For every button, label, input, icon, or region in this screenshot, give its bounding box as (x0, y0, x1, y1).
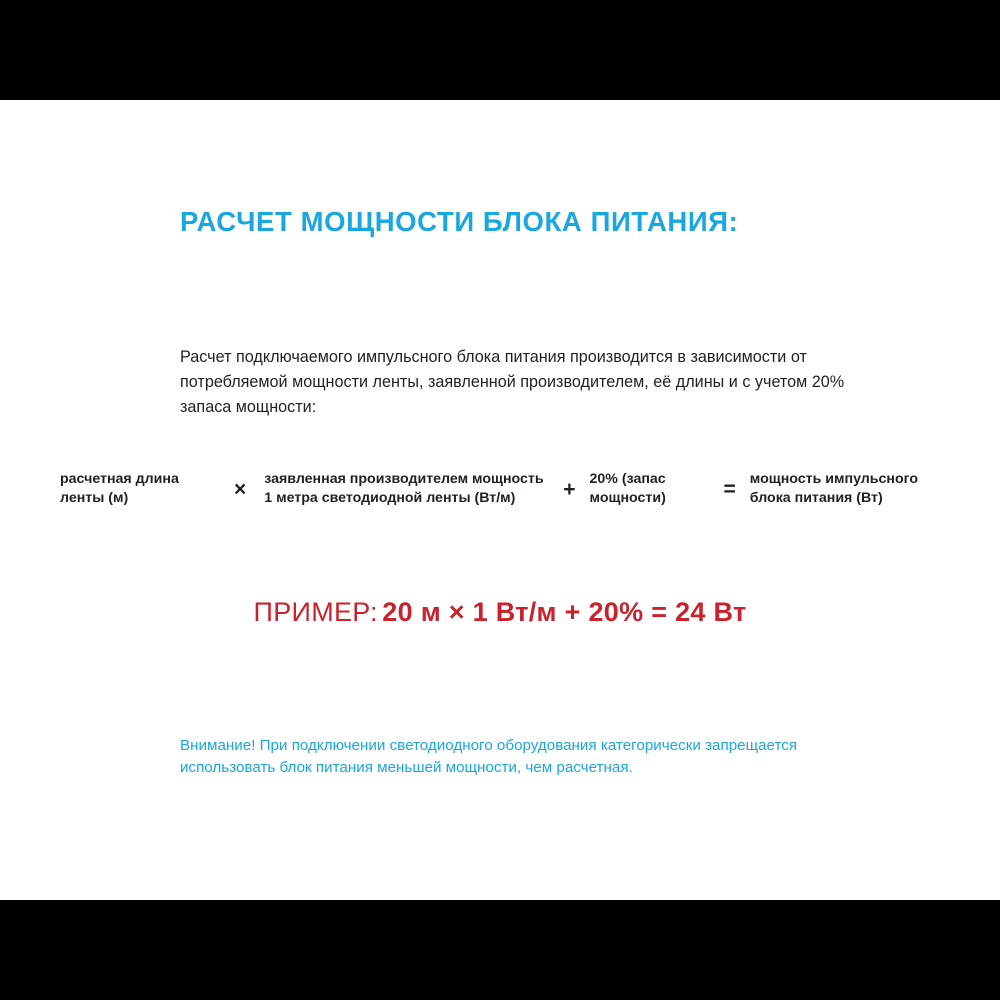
formula-operator-multiply: × (234, 477, 247, 501)
intro-paragraph: Расчет подключаемого импульсного блока питания производится в зависимости от потребляемой мощности ленты, заявленной производителем, её длины и с учетом 20% запаса мощности: (180, 348, 845, 416)
formula-term-result: мощность импульсного блока питания (Вт) (749, 471, 919, 506)
page-title: РАСЧЕТ МОЩНОСТИ БЛОКА ПИТАНИЯ: (180, 206, 739, 237)
formula-operator-equals: = (723, 477, 736, 501)
slide-content (0, 100, 1000, 900)
formula-operator-plus: + (563, 477, 576, 501)
example-line (0, 597, 1000, 628)
formula-term-power-per-meter: заявленная производителем мощность 1 метра светодиодной ленты (Вт/м) (264, 471, 544, 506)
warning-note: Внимание! При подключении светодиодного оборудования категорически запрещается использовать блок питания меньшей мощности, чем расчетная. (180, 737, 798, 776)
slide-canvas (0, 100, 1000, 900)
example-label: ПРИМЕР: (253, 597, 378, 627)
example-expression: 20 м × 1 Вт/м + 20% = 24 Вт (382, 597, 747, 627)
formula-row (60, 470, 950, 508)
formula-term-length: расчетная длина ленты (м) (60, 471, 179, 506)
formula-term-reserve: 20% (запас мощности) (589, 471, 666, 506)
